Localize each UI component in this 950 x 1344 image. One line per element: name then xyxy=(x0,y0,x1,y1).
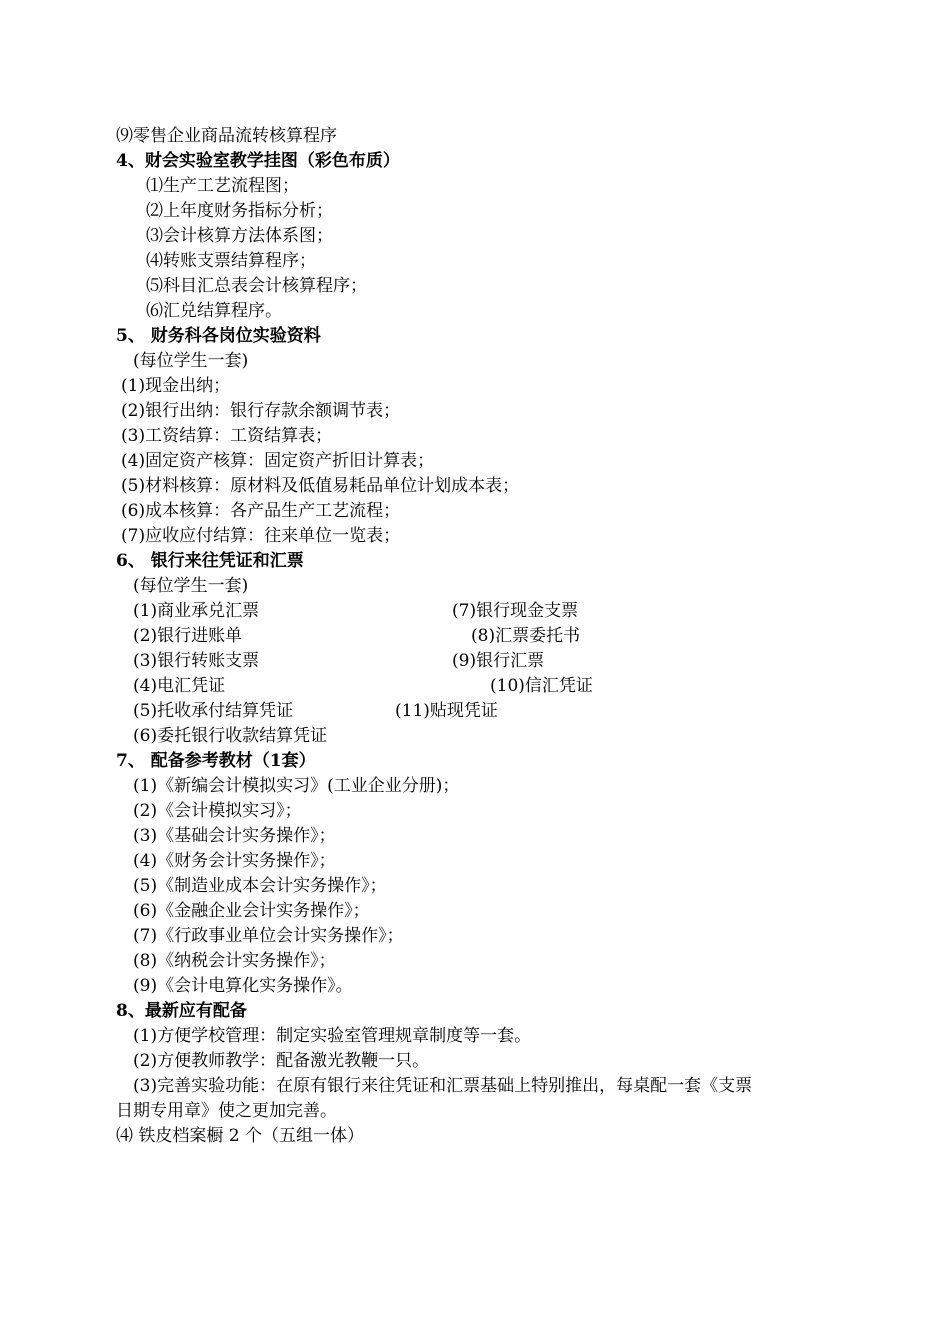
post-item-5: (5)材料核算：原材料及低值易耗品单位计划成本表； xyxy=(121,476,520,496)
textbook-item-6: (6)《金融企业会计实务操作》； xyxy=(133,901,370,921)
textbook-item-9: (9)《会计电算化实务操作》。 xyxy=(133,976,353,996)
post-item-2: (2)银行出纳：银行存款余额调节表； xyxy=(121,401,401,421)
section-5-heading: 5、 财务科各岗位实验资料 xyxy=(116,326,321,346)
textbook-item-7: (7)《行政事业单位会计实务操作》； xyxy=(133,926,404,946)
chart-item-6: ⑹汇兑结算程序。 xyxy=(146,301,282,321)
equipment-item-2: (2)方便教师教学：配备激光教鞭一只。 xyxy=(133,1051,430,1071)
voucher-item-8: (8)汇票委托书 xyxy=(471,626,581,646)
voucher-item-11: (11)贴现凭证 xyxy=(395,701,498,721)
equipment-item-1: (1)方便学校管理：制定实验室管理规章制度等一套。 xyxy=(133,1026,532,1046)
textbook-item-3: (3)《基础会计实务操作》； xyxy=(133,826,336,846)
chart-item-5: ⑸科目汇总表会计核算程序； xyxy=(146,276,367,296)
equipment-item-3-continued: 日期专用章》使之更加完善。 xyxy=(116,1101,337,1121)
voucher-item-7: (7)银行现金支票 xyxy=(452,601,579,621)
post-item-4: (4)固定资产核算：固定资产折旧计算表； xyxy=(121,451,435,471)
item-9-retail-accounting: ⑼零售企业商品流转核算程序 xyxy=(116,126,337,146)
section-7-heading: 7、 配备参考教材（1套） xyxy=(116,751,316,771)
chart-item-4: ⑷转账支票结算程序； xyxy=(146,251,316,271)
voucher-item-10: (10)信汇凭证 xyxy=(490,676,593,696)
textbook-item-2: (2)《会计模拟实习》； xyxy=(133,801,302,821)
section-5-note: (每位学生一套) xyxy=(133,351,249,371)
post-item-1: (1)现金出纳； xyxy=(121,376,231,396)
voucher-item-1: (1)商业承兑汇票 xyxy=(133,601,260,621)
textbook-item-4: (4)《财务会计实务操作》； xyxy=(133,851,336,871)
voucher-item-9: (9)银行汇票 xyxy=(452,651,545,671)
voucher-item-6: (6)委托银行收款结算凭证 xyxy=(133,726,328,746)
chart-item-2: ⑵上年度财务指标分析； xyxy=(146,201,333,221)
voucher-item-4: (4)电汇凭证 xyxy=(133,676,226,696)
textbook-item-5: (5)《制造业成本会计实务操作》； xyxy=(133,876,387,896)
textbook-item-8: (8)《纳税会计实务操作》； xyxy=(133,951,336,971)
voucher-item-5: (5)托收承付结算凭证 xyxy=(133,701,294,721)
section-8-heading: 8、最新应有配备 xyxy=(116,1001,247,1021)
equipment-item-4: ⑷ 铁皮档案橱 2 个（五组一体） xyxy=(116,1126,365,1146)
section-6-note: (每位学生一套) xyxy=(133,576,249,596)
post-item-3: (3)工资结算：工资结算表； xyxy=(121,426,333,446)
post-item-7: (7)应收应付结算：往来单位一览表； xyxy=(121,526,401,546)
equipment-item-3: (3)完善实验功能：在原有银行来往凭证和汇票基础上特别推出，每桌配一套《支票 xyxy=(133,1076,753,1096)
voucher-item-2: (2)银行进账单 xyxy=(133,626,243,646)
section-4-heading: 4、财会实验室教学挂图（彩色布质） xyxy=(116,151,400,171)
section-6-heading: 6、 银行来往凭证和汇票 xyxy=(116,551,304,571)
textbook-item-1: (1)《新编会计模拟实习》(工业企业分册)； xyxy=(133,776,460,796)
voucher-item-3: (3)银行转账支票 xyxy=(133,651,260,671)
post-item-6: (6)成本核算：各产品生产工艺流程； xyxy=(121,501,401,521)
chart-item-3: ⑶会计核算方法体系图； xyxy=(146,226,333,246)
chart-item-1: ⑴生产工艺流程图； xyxy=(146,176,299,196)
